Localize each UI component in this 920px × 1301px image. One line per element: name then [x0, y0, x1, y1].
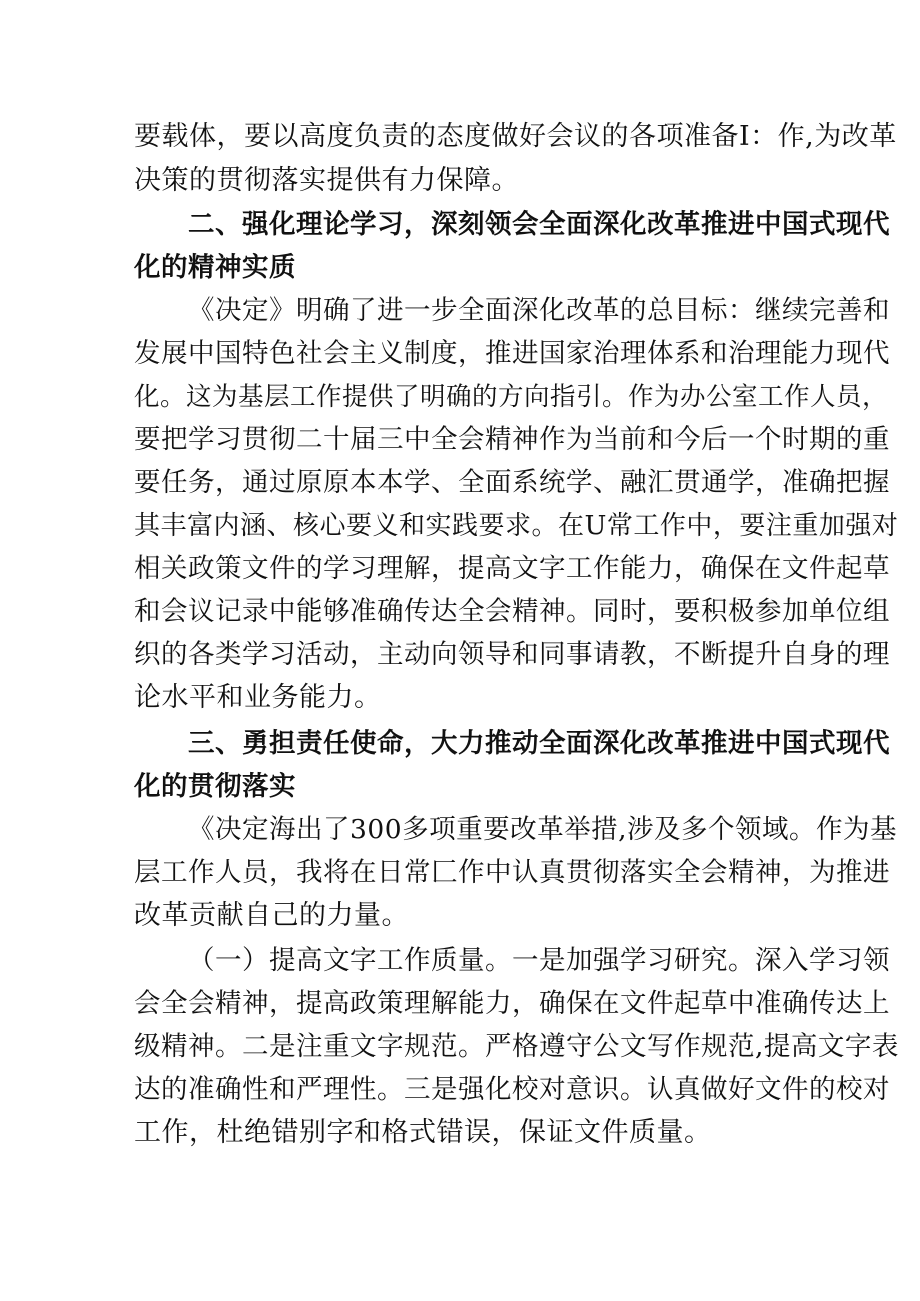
- body-line: 要载体，要以高度负责的态度做好会议的各项准备I：作,为改革: [134, 121, 897, 152]
- section-heading-2-cont: 化的精神实质: [134, 252, 296, 283]
- section-heading-2: 二、强化理论学习，深刻领会全面深化改革推进中国式现代: [188, 209, 890, 240]
- subsection-paragraph: （一）提高文字工作质量。一是加强学习研究。深入学习领: [188, 945, 890, 976]
- body-line: 化。这为基层工作提供了明确的方向指引。作为办公室工作人员，: [134, 382, 889, 412]
- body-line: 级精神。二是注重文字规范。严格遵守公文写作规范,提高文字表: [134, 1031, 899, 1062]
- body-line: 和会议记录中能够准确传达全会精神。同时，要积极参加单位组: [134, 596, 890, 627]
- section-heading-3: 三、勇担责任使命，大力推动全面深化改革推进中国式现代: [188, 728, 890, 759]
- body-line: 《决定》明确了进一步全面深化改革的总目标：继续完善和: [188, 295, 890, 326]
- body-line: 达的准确性和严理性。三是强化校对意识。认真做好文件的校对: [134, 1074, 890, 1105]
- body-line: 织的各类学习活动，主动向领导和同事请教，不断提升自身的理: [134, 639, 890, 670]
- body-line: 要把学习贯彻二十届三中全会精神作为当前和今后一个时期的重: [134, 424, 890, 455]
- body-line: 《决定海出了300多项重要改革举措,涉及多个领域。作为基: [188, 814, 898, 845]
- body-line: 改革贡献自己的力量。: [134, 900, 409, 931]
- body-line: 论水平和业务能力。: [134, 682, 382, 713]
- body-line: 其丰富内涵、核心要义和实践要求。在U常工作中，要注重加强对: [134, 511, 899, 541]
- body-line: 层工作人员，我将在日常匚作中认真贯彻落实全会精神，为推进: [134, 857, 890, 888]
- body-line: 发展中国特色社会主义制度，推进国家治理体系和治理能力现代: [134, 338, 890, 369]
- body-line: 相关政策文件的学习理解，提高文字工作能力，确保在文件起草: [134, 553, 890, 584]
- body-line: 会全会精神，提高政策理解能力，确保在文件起草中准确传达上: [134, 988, 890, 1019]
- body-line: 工作，杜绝错别字和格式错误，保证文件质量。: [134, 1117, 712, 1148]
- section-heading-3-cont: 化的贯彻落实: [134, 771, 296, 802]
- body-line: 要任务，通过原原本本学、全面系统学、融汇贯通学，准确把握: [134, 467, 890, 498]
- body-line: 决策的贯彻落实提供有力保障。: [134, 165, 519, 196]
